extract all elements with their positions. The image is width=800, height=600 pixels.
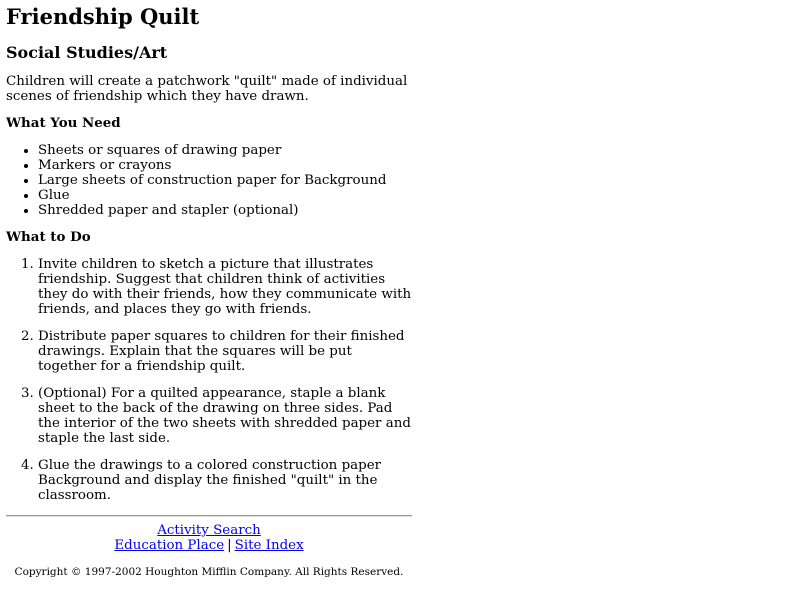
list-item: • Markers or crayons — [38, 158, 412, 173]
what-you-need-heading: What You Need — [6, 115, 121, 131]
step-item: 2. Distribute paper squares to children for their finished drawings. Explain that the squares will be put together for a friendship quilt. — [38, 329, 412, 374]
list-item: • Shredded paper and stapler (optional) — [38, 203, 412, 218]
copyright-notice: Copyright © 1997-2002 Houghton Mifflin Company. All Rights Reserved. — [14, 566, 404, 578]
site-index-link[interactable]: Site Index — [234, 538, 304, 553]
list-item: • Large sheets of construction paper for Background — [38, 173, 412, 188]
divider — [6, 515, 412, 517]
step-item: 4. Glue the drawings to a colored construction paper Background and display the finished "quilt" in the classroom. — [38, 458, 412, 503]
step-item: 3. (Optional) For a quilted appearance, staple a blank sheet to the back of the drawing on three sides. Pad the interior of the two sheets with shredded paper and staple the last side. — [38, 386, 412, 446]
materials-list — [6, 143, 412, 218]
step-item: 1. Invite children to sketch a picture that illustrates friendship. Suggest that children think of activities they do with their friends, how they communicate with friends, and places they go with friends. — [38, 257, 412, 317]
intro-paragraph: Children will create a patchwork "quilt" made of individual scenes of friendship which they have drawn. — [6, 74, 408, 104]
link-separator: | — [227, 538, 232, 553]
list-item: • Sheets or squares of drawing paper — [38, 143, 412, 158]
activity-search-link[interactable]: Activity Search — [157, 523, 261, 538]
education-place-link[interactable]: Education Place — [114, 538, 225, 553]
list-item: • Glue — [38, 188, 412, 203]
steps-list — [6, 257, 412, 503]
subject-heading: Social Studies/Art — [6, 43, 168, 62]
what-to-do-heading: What to Do — [6, 229, 91, 245]
footer-nav — [6, 523, 412, 553]
page-title: Friendship Quilt — [6, 4, 200, 29]
